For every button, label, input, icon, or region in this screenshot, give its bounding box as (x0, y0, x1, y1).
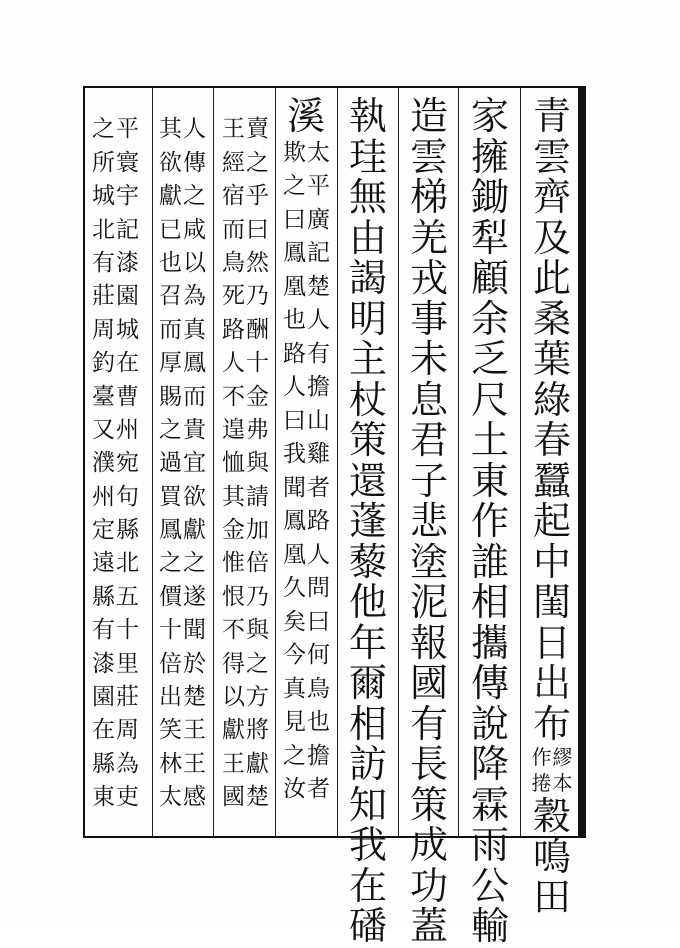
glyph: 子 (409, 458, 448, 503)
glyph: 於 (183, 650, 206, 677)
glyph: 我 (283, 441, 306, 467)
glyph: 請 (246, 483, 269, 510)
glyph: 土 (470, 418, 509, 462)
glyph: 我 (348, 823, 387, 867)
glyph: 平 (307, 173, 330, 199)
glyph: 園 (116, 283, 139, 310)
column-rule (458, 88, 459, 836)
glyph: 鋤 (470, 175, 509, 219)
glyph: 策 (348, 418, 387, 462)
glyph: 召 (159, 283, 182, 310)
glyph: 出 (532, 661, 571, 705)
glyph: 周 (92, 316, 115, 343)
glyph: 明 (348, 296, 387, 341)
glyph: 買 (159, 483, 182, 510)
glyph: 傳 (183, 149, 206, 176)
glyph: 獻 (183, 517, 206, 544)
glyph: 聞 (283, 474, 306, 501)
glyph: 聞 (183, 617, 206, 644)
interlinear-note (532, 744, 573, 796)
glyph: 家 (470, 94, 509, 138)
glyph: 余 (470, 296, 509, 341)
glyph: 遠 (92, 550, 115, 577)
double-line-commentary-column-7 (159, 96, 205, 832)
glyph: 莊 (116, 684, 139, 711)
glyph: 人 (307, 541, 330, 568)
glyph: 犁 (470, 215, 509, 260)
glyph: 有 (409, 701, 448, 746)
glyph: 之 (283, 173, 306, 199)
glyph: 金 (222, 517, 245, 544)
glyph: 齊 (532, 175, 571, 219)
glyph: 十 (159, 617, 182, 644)
glyph: 乏 (470, 337, 509, 381)
glyph: 漆 (92, 650, 115, 677)
glyph: 曰 (246, 216, 269, 243)
glyph: 宜 (183, 450, 206, 477)
glyph: 見 (283, 709, 306, 735)
glyph: 悲 (409, 499, 448, 543)
glyph: 在 (116, 350, 139, 377)
glyph: 路 (222, 316, 245, 343)
glyph: 縣 (92, 583, 115, 610)
glyph: 咸 (183, 216, 206, 243)
commentary-left-line (159, 113, 181, 814)
glyph: 寰 (116, 149, 139, 176)
glyph: 笑 (159, 717, 182, 744)
glyph: 雞 (307, 441, 330, 467)
glyph: 太 (307, 139, 330, 166)
glyph: 鳳 (159, 517, 182, 544)
glyph: 不 (222, 383, 245, 410)
glyph: 泥 (409, 580, 448, 624)
glyph: 葉 (532, 337, 571, 381)
glyph: 吏 (116, 784, 139, 811)
frame-right-border (578, 86, 586, 838)
glyph: 漆 (116, 249, 139, 276)
glyph: 濮 (92, 450, 115, 477)
glyph: 息 (409, 377, 448, 422)
glyph: 真 (283, 675, 306, 702)
column-rule (337, 88, 338, 836)
glyph: 金 (246, 383, 269, 410)
glyph: 國 (222, 784, 245, 811)
glyph: 十 (116, 617, 139, 644)
double-line-commentary (283, 137, 329, 807)
text-column-2 (467, 94, 513, 948)
commentary-left-line (222, 113, 244, 814)
glyph: 國 (409, 661, 448, 705)
glyph: 杖 (348, 377, 387, 422)
glyph: 縣 (116, 517, 139, 544)
glyph: 顧 (470, 256, 509, 300)
glyph: 酬 (246, 316, 269, 343)
glyph: 主 (348, 337, 387, 381)
glyph: 太 (159, 784, 182, 811)
glyph: 珪 (348, 134, 387, 179)
glyph: 矣 (283, 608, 306, 635)
glyph: 何 (307, 642, 330, 668)
glyph: 無 (348, 175, 387, 219)
glyph: 穀 (532, 794, 571, 838)
glyph: 者 (307, 474, 330, 501)
glyph: 者 (307, 776, 330, 802)
glyph: 北 (92, 216, 115, 243)
glyph: 蓬 (348, 499, 387, 543)
glyph: 汝 (283, 776, 306, 802)
glyph: 平 (116, 116, 139, 143)
glyph: 為 (183, 283, 206, 310)
double-line-commentary-column-8 (92, 96, 138, 832)
glyph: 園 (92, 684, 115, 711)
glyph: 真 (183, 316, 206, 343)
glyph: 雨 (470, 823, 509, 867)
glyph: 之 (183, 183, 206, 210)
glyph: 功 (409, 863, 448, 908)
glyph: 公 (470, 863, 509, 908)
glyph: 長 (409, 742, 448, 786)
glyph: 記 (307, 240, 330, 266)
glyph: 作 (531, 745, 552, 769)
column-rule (275, 88, 276, 836)
glyph: 有 (307, 340, 330, 367)
glyph: 在 (348, 863, 387, 908)
glyph: 春 (532, 418, 571, 462)
glyph: 霖 (470, 782, 509, 827)
glyph: 十 (246, 350, 269, 377)
glyph: 起 (532, 499, 571, 543)
glyph: 所 (92, 149, 115, 176)
column-rule (213, 88, 214, 836)
glyph: 遂 (183, 583, 206, 610)
glyph: 尺 (470, 377, 509, 422)
glyph: 而 (222, 216, 245, 243)
glyph: 然 (246, 249, 269, 276)
glyph: 蓋 (409, 904, 448, 948)
commentary-right-line (183, 113, 205, 814)
glyph: 之 (246, 149, 269, 176)
glyph: 其 (159, 116, 182, 143)
glyph: 戎 (409, 256, 448, 300)
glyph: 鳥 (307, 675, 330, 702)
glyph: 雲 (409, 134, 448, 179)
glyph: 成 (409, 823, 448, 867)
glyph: 人 (307, 307, 330, 333)
glyph: 乃 (246, 283, 269, 310)
glyph: 藜 (348, 539, 387, 584)
glyph: 年 (348, 620, 387, 665)
glyph: 有 (92, 617, 115, 644)
glyph: 王 (222, 750, 245, 777)
glyph: 鳳 (183, 350, 206, 377)
glyph: 與 (246, 450, 269, 477)
glyph: 作 (470, 499, 509, 543)
glyph: 磻 (348, 904, 387, 948)
glyph: 王 (183, 750, 206, 777)
glyph: 青 (532, 94, 571, 138)
glyph: 不 (222, 617, 245, 644)
glyph: 城 (116, 316, 139, 343)
glyph: 厚 (159, 350, 182, 377)
glyph: 鳳 (283, 508, 306, 534)
glyph: 也 (307, 709, 330, 735)
glyph: 出 (159, 684, 182, 711)
glyph: 以 (183, 249, 206, 276)
glyph: 感 (183, 784, 206, 811)
glyph: 宿 (222, 183, 245, 210)
glyph: 之 (183, 550, 206, 577)
column-rule (398, 88, 399, 836)
glyph: 雲 (532, 134, 571, 179)
double-line-commentary-column-6 (222, 96, 268, 832)
glyph: 其 (222, 483, 245, 510)
glyph: 東 (470, 458, 509, 503)
glyph: 釣 (92, 350, 115, 377)
glyph: 楚 (183, 684, 206, 711)
glyph: 楚 (307, 273, 330, 300)
glyph: 方 (246, 684, 269, 711)
glyph: 策 (409, 782, 448, 827)
glyph: 梯 (409, 175, 448, 219)
glyph: 與 (246, 617, 269, 644)
glyph: 縣 (92, 750, 115, 777)
glyph: 路 (283, 340, 306, 367)
glyph: 及 (532, 215, 571, 260)
glyph: 鳴 (532, 834, 571, 879)
glyph: 恤 (222, 450, 245, 477)
glyph: 曹 (116, 383, 139, 410)
glyph: 之 (92, 116, 115, 143)
glyph: 之 (159, 550, 182, 577)
glyph: 欲 (159, 149, 182, 176)
glyph: 倍 (159, 650, 182, 677)
glyph: 定 (92, 517, 115, 544)
glyph: 蠶 (532, 458, 571, 503)
glyph: 今 (283, 642, 306, 668)
column-rule (520, 88, 521, 836)
glyph: 遑 (222, 416, 245, 443)
glyph: 攜 (470, 620, 509, 665)
glyph: 句 (116, 483, 139, 510)
glyph: 東 (92, 784, 115, 811)
glyph: 廣 (307, 206, 330, 233)
glyph: 也 (283, 307, 306, 333)
glyph: 為 (116, 750, 139, 777)
glyph: 閨 (532, 580, 571, 624)
glyph: 人 (283, 374, 306, 400)
text-column-4 (345, 94, 391, 948)
glyph: 人 (222, 350, 245, 377)
commentary-left-line (92, 113, 114, 814)
glyph: 溪 (286, 94, 325, 138)
glyph: 以 (222, 684, 245, 711)
glyph: 州 (116, 416, 139, 443)
glyph: 乃 (246, 583, 269, 610)
glyph: 獻 (222, 717, 245, 744)
glyph: 擁 (470, 134, 509, 179)
column-rule (152, 88, 153, 836)
glyph: 由 (348, 215, 387, 260)
glyph: 造 (409, 94, 448, 138)
glyph: 林 (159, 750, 182, 777)
glyph: 曰 (283, 206, 306, 233)
glyph: 周 (116, 717, 139, 744)
glyph: 降 (470, 742, 509, 786)
glyph: 中 (532, 539, 571, 584)
glyph: 欲 (183, 483, 206, 510)
glyph: 本 (552, 771, 573, 795)
glyph: 經 (222, 149, 245, 176)
glyph: 加 (246, 517, 269, 544)
glyph: 綠 (532, 377, 571, 422)
glyph: 之 (159, 416, 182, 443)
glyph: 凰 (283, 541, 306, 568)
glyph: 弗 (246, 416, 269, 443)
glyph: 死 (222, 283, 245, 310)
glyph: 田 (532, 875, 571, 919)
glyph: 他 (348, 580, 387, 624)
glyph: 輸 (470, 904, 509, 948)
glyph: 莊 (92, 283, 115, 310)
glyph: 此 (532, 256, 571, 300)
glyph: 誰 (470, 539, 509, 584)
glyph: 相 (348, 701, 387, 746)
glyph: 賣 (246, 116, 269, 143)
glyph: 王 (222, 116, 245, 143)
glyph: 恨 (222, 583, 245, 610)
glyph: 訪 (348, 742, 387, 786)
glyph: 州 (92, 483, 115, 510)
glyph: 久 (283, 575, 306, 601)
glyph: 擔 (307, 374, 330, 400)
glyph: 乎 (246, 183, 269, 210)
glyph: 日 (532, 620, 571, 665)
glyph: 里 (116, 650, 139, 677)
glyph: 山 (307, 407, 330, 434)
glyph: 知 (348, 782, 387, 827)
glyph: 價 (159, 583, 182, 610)
glyph: 人 (183, 116, 206, 143)
glyph: 而 (159, 316, 182, 343)
glyph: 桑 (532, 296, 571, 341)
glyph: 王 (183, 717, 206, 744)
commentary-left-line (283, 137, 305, 807)
text-column-3 (406, 94, 452, 948)
glyph: 也 (159, 249, 182, 276)
glyph: 問 (307, 575, 330, 601)
glyph: 曰 (283, 407, 306, 434)
glyph: 擔 (307, 742, 330, 769)
glyph: 城 (92, 183, 115, 210)
glyph: 相 (470, 580, 509, 624)
glyph: 欺 (283, 139, 306, 166)
note-left-line (532, 744, 552, 796)
glyph: 謁 (348, 256, 387, 300)
glyph: 貴 (183, 416, 206, 443)
commentary-right-line (307, 137, 329, 807)
glyph: 之 (246, 650, 269, 677)
glyph: 倍 (246, 550, 269, 577)
note-right-line (553, 744, 573, 796)
glyph: 已 (159, 216, 182, 243)
glyph: 布 (532, 701, 571, 746)
glyph: 記 (116, 216, 139, 243)
glyph: 執 (348, 94, 387, 138)
glyph: 路 (307, 508, 330, 534)
glyph: 將 (246, 717, 269, 744)
glyph: 傳 (470, 661, 509, 705)
glyph: 楚 (246, 784, 269, 811)
glyph: 塗 (409, 539, 448, 584)
glyph: 賜 (159, 383, 182, 410)
glyph: 事 (409, 296, 448, 341)
commentary-right-line (116, 113, 138, 814)
glyph: 之 (283, 742, 306, 769)
commentary-right-line (246, 113, 268, 814)
glyph: 而 (183, 383, 206, 410)
glyph: 宛 (116, 450, 139, 477)
glyph: 報 (409, 620, 448, 665)
glyph: 還 (348, 458, 387, 503)
glyph: 過 (159, 450, 182, 477)
glyph: 爾 (348, 661, 387, 705)
glyph: 鳥 (222, 249, 245, 276)
glyph: 宇 (116, 183, 139, 210)
glyph: 未 (409, 337, 448, 381)
text-column-1 (529, 94, 575, 919)
glyph: 繆 (552, 745, 573, 769)
glyph: 得 (222, 650, 245, 677)
glyph: 有 (92, 249, 115, 276)
glyph: 羌 (409, 215, 448, 260)
glyph: 臺 (92, 383, 115, 410)
glyph: 惟 (222, 550, 245, 577)
glyph: 君 (409, 418, 448, 462)
glyph: 捲 (531, 771, 552, 795)
glyph: 在 (92, 717, 115, 744)
glyph: 北 (116, 550, 139, 577)
glyph: 又 (92, 416, 115, 443)
glyph: 五 (116, 583, 139, 610)
glyph: 曰 (307, 608, 330, 635)
glyph: 獻 (159, 183, 182, 210)
glyph: 說 (470, 701, 509, 746)
glyph: 鳳 (283, 240, 306, 266)
glyph: 凰 (283, 273, 306, 300)
glyph: 獻 (246, 750, 269, 777)
text-column-5 (283, 96, 329, 832)
